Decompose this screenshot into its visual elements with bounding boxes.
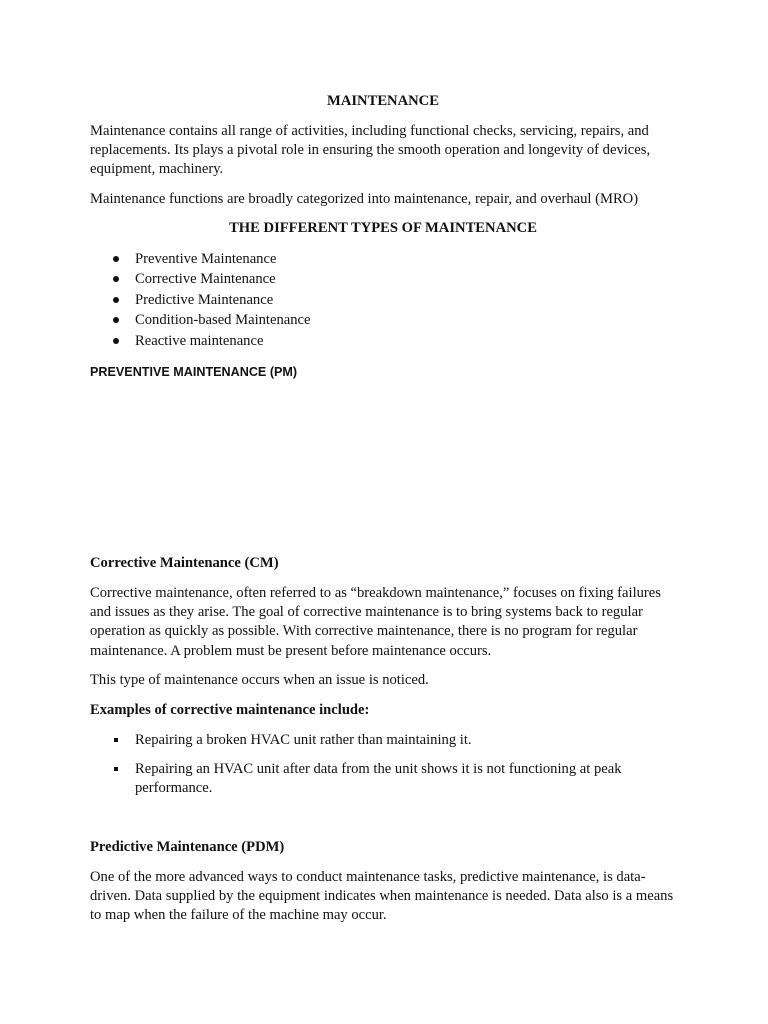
bullet-icon <box>113 338 119 344</box>
list-item: Corrective Maintenance <box>90 269 676 289</box>
list-item: Repairing an HVAC unit after data from the unit shows it is not functioning at peak performance. <box>90 760 676 798</box>
cm-examples-heading: Examples of corrective maintenance include: <box>90 702 370 718</box>
document-page <box>90 0 676 1024</box>
bullet-icon <box>113 297 119 303</box>
cm-paragraph-2: This type of maintenance occurs when an issue is noticed. <box>90 672 429 688</box>
cm-heading: Corrective Maintenance (CM) <box>90 555 279 571</box>
square-bullet-icon <box>114 738 118 742</box>
list-item: Reactive maintenance <box>90 331 676 351</box>
list-item: Preventive Maintenance <box>90 249 676 269</box>
pm-heading: PREVENTIVE MAINTENANCE (PM) <box>90 365 298 379</box>
list-item: Repairing a broken HVAC unit rather than maintaining it. <box>90 731 676 750</box>
square-bullet-icon <box>114 767 118 771</box>
cm-paragraph-1: Corrective maintenance, often referred to as “breakdown maintenance,” focuses on fixing failures and issues as they arise. The goal of corrective maintenance is to bring systems back to regular operation as quickly as possible. With corrective maintenance, there is no program for regular maintenance. A problem must be present before maintenance occurs. <box>90 585 661 659</box>
cm-examples-list <box>90 731 676 809</box>
types-list <box>90 249 676 351</box>
pdm-paragraph-1: One of the more advanced ways to conduct maintenance tasks, predictive maintenance, is data-driven. Data supplied by the equipment indicates when maintenance is needed. Data also is a means to map when the failure of the machine may occur. <box>90 869 674 924</box>
intro-paragraph-2: Maintenance functions are broadly categorized into maintenance, repair, and overhaul (MRO) <box>90 191 639 207</box>
bullet-icon <box>113 276 119 282</box>
pdm-heading: Predictive Maintenance (PDM) <box>90 839 285 855</box>
document-title: MAINTENANCE <box>327 93 439 109</box>
list-item: Predictive Maintenance <box>90 290 676 310</box>
list-item: Condition-based Maintenance <box>90 310 676 330</box>
bullet-icon <box>113 256 119 262</box>
intro-paragraph-1: Maintenance contains all range of activities, including functional checks, servicing, repairs, and replacements. Its plays a pivotal role in ensuring the smooth operation and longevity of devices, equipment, machinery. <box>90 123 651 178</box>
bullet-icon <box>113 317 119 323</box>
types-heading: THE DIFFERENT TYPES OF MAINTENANCE <box>229 220 537 236</box>
